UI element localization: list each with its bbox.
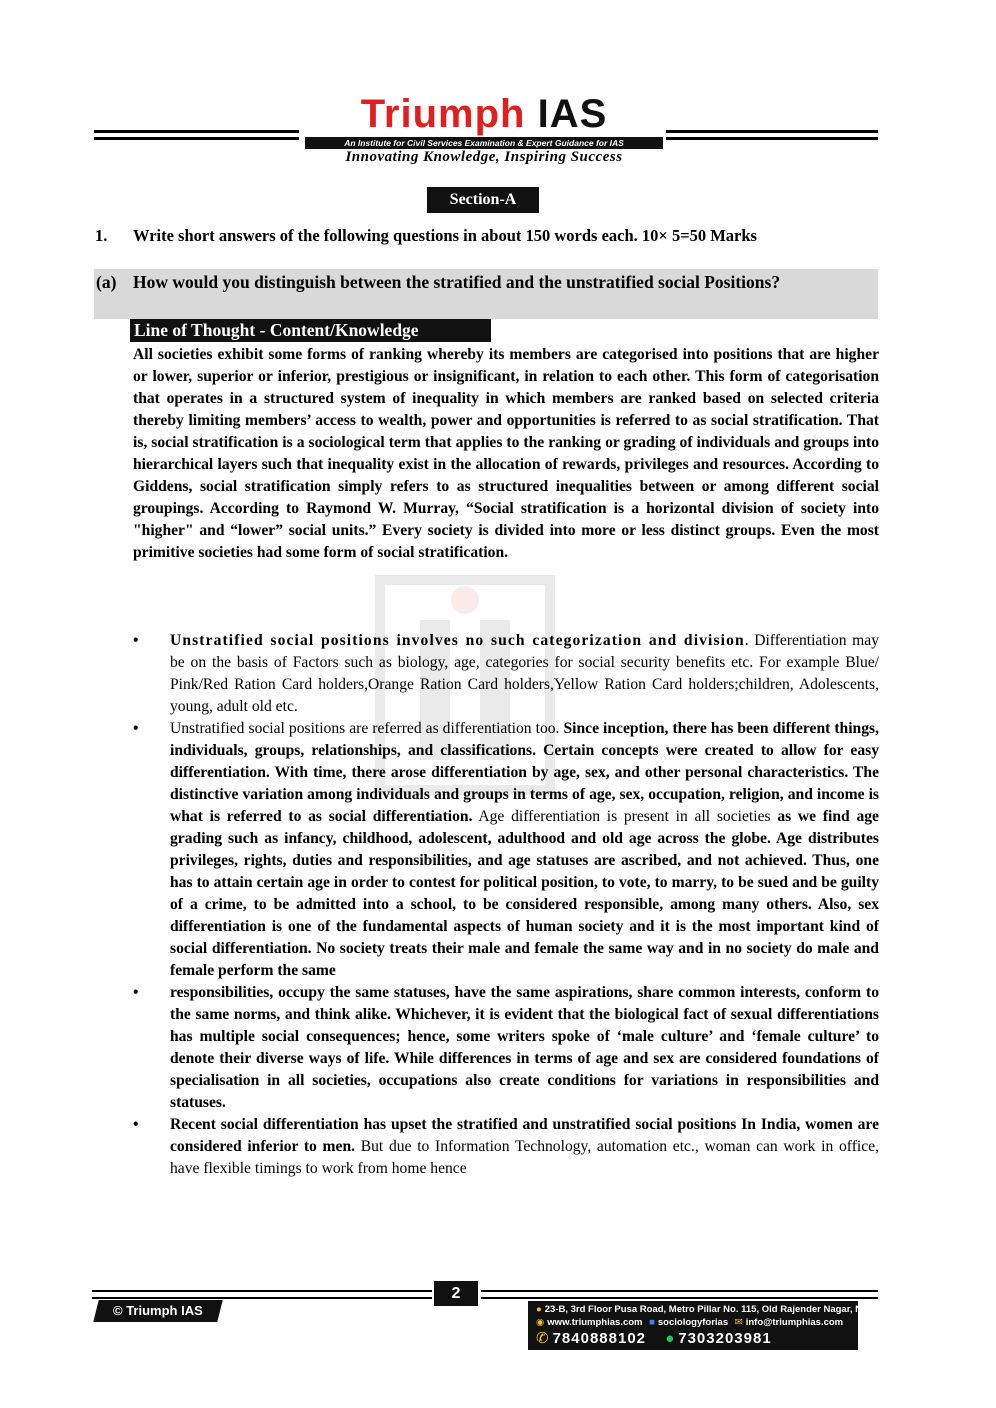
bullet-list xyxy=(133,630,879,1180)
section-label: Section-A xyxy=(427,187,539,213)
phone-number-2[interactable]: 7303203981 xyxy=(678,1330,772,1347)
bullet-icon: • xyxy=(133,984,139,1001)
logo-text-ias: IAS xyxy=(537,92,608,136)
footer-rule xyxy=(481,1290,878,1292)
phone-icon: ✆ xyxy=(536,1330,550,1347)
whatsapp-icon: ● xyxy=(665,1330,676,1347)
brand-tagline: Innovating Knowledge, Inspiring Success xyxy=(345,149,623,165)
copyright-badge xyxy=(93,1300,222,1322)
brand-logo xyxy=(304,92,664,136)
sub-question-label: (a) xyxy=(96,272,117,292)
email-link[interactable]: info@triumphias.com xyxy=(745,1317,844,1328)
bullet-bold-text: Since inception, there has been different things, individuals, groups, relationships, and classifications. Certain concepts were created to allow for easy differentiation. With time, there arose differentiation by age, sex, and other personal characteristics. The distinctive variation among individuals and groups in terms of age, sex, occupation, religion, and income is what is referred to as social differentiation. xyxy=(170,720,879,825)
header-rule-left-bottom xyxy=(94,137,299,140)
question-number: 1. xyxy=(95,226,108,245)
bullet-text: . Differentiation may be on the basis of Factors such as biology, age, categories for social security benefits etc. For example Blue/ Pink/Red Ration Card holders,Orange Ration Card holders,Yellow Ration Card holders;children, Adolescents, young, adult old etc. xyxy=(170,632,880,715)
copyright-text: © Triumph IAS xyxy=(113,1303,203,1318)
facebook-icon: ■ xyxy=(649,1317,655,1328)
page-header xyxy=(0,92,996,172)
footer-rule xyxy=(92,1297,432,1299)
list-item xyxy=(133,982,879,1114)
intro-paragraph: All societies exhibit some forms of ranking whereby its members are categorised into positions that are higher or lower, superior or inferior, prestigious or insignificant, in relation to each other. This form of categorisation that operates in a structured system of inequality in which members are ranked based on selected criteria thereby limiting members’ access to wealth, power and opportunities is referred to as social stratification. That is, social stratification is a sociological term that applies to the ranking or grading of individuals and groups into hierarchical layers such that inequality exist in the allocation of rewards, privileges and resources. According to Giddens, social stratification simply refers to as structured inequalities between or among different social groupings. According to Raymond W. Murray, “Social stratification is a horizontal division of society into "higher" and “lower” social units.” Every society is divided into more or less distinct groups. Even the most primitive societies had some form of social stratification. xyxy=(133,346,879,561)
bullet-bold-text: Recent social differentiation has upset the stratified and unstratified social positions In India, women are considered inferior to men. xyxy=(170,1116,879,1155)
phone-line xyxy=(536,1329,772,1349)
line-of-thought-heading: Line of Thought - Content/Knowledge xyxy=(130,319,491,342)
contact-box xyxy=(528,1301,935,1350)
header-rule-right-top xyxy=(666,130,878,133)
bullet-text: But due to Information Technology, automation etc., woman can work in office, have flexible timings to work from home hence xyxy=(170,1138,879,1177)
footer-rule xyxy=(92,1290,432,1292)
bullet-icon: • xyxy=(133,1116,139,1133)
web-line xyxy=(536,1316,843,1329)
list-item xyxy=(133,630,879,718)
institute-line: An Institute for Civil Services Examination & Expert Guidance for IAS xyxy=(305,137,663,149)
social-handle[interactable]: sociologyforias xyxy=(657,1317,729,1328)
list-item xyxy=(133,718,879,982)
phone-number-1[interactable]: 7840888102 xyxy=(552,1330,647,1347)
header-rule-left-top xyxy=(94,130,299,133)
globe-icon: ◉ xyxy=(536,1317,545,1328)
bullet-text: Age differentiation is present in all societies xyxy=(472,808,778,825)
website-link[interactable]: www.triumphias.com xyxy=(547,1317,643,1328)
list-item xyxy=(133,1114,879,1180)
address-line xyxy=(536,1303,935,1316)
bullet-icon: • xyxy=(133,720,139,737)
bullet-bold-text: as we find age grading such as infancy, childhood, adolescent, adulthood and old age across the globe. Age distributes privileges, rights, duties and responsibilities, and age statuses are ascribed, and not achieved. Thus, one has to attain certain age in order to contest for political position, to vote, to marry, to be sued and be guilty of a crime, to be admitted into a school, to be considered responsible, among many others. Also, sex differentiation is one of the fundamental aspects of human society and it is the most important kind of social differentiation. No society treats their male and female the same way and in no society do male and female perform the same xyxy=(170,808,879,979)
logo-text-triumph: Triumph xyxy=(360,92,526,136)
page-number: 2 xyxy=(434,1281,478,1306)
bullet-icon: • xyxy=(133,632,139,649)
sub-question-text: How would you distinguish between the stratified and the unstratified social Positions? xyxy=(133,272,781,292)
email-icon: ✉ xyxy=(734,1317,743,1328)
bullet-text: Unstratified social positions are referred as differentiation too. xyxy=(170,720,564,737)
bullet-bold-text: Unstratified social positions involves no such categorization and division xyxy=(170,632,745,649)
location-pin-icon: ● xyxy=(536,1304,542,1315)
question-text: Write short answers of the following questions in about 150 words each. 10× 5=50 Marks xyxy=(133,226,757,245)
footer-rule xyxy=(481,1297,878,1299)
sub-question-a xyxy=(94,269,878,319)
bullet-bold-text: responsibilities, occupy the same statuses, have the same aspirations, share common interests, conform to the same norms, and think alike. Whichever, it is evident that the biological fact of sexual differentiations has multiple social consequences; hence, some writers spoke of ‘male culture’ and ‘female culture’ to denote their diverse ways of life. While differences in terms of age and sex are considered foundations of specialisation in all societies, occupations also create conditions for variations in responsibilities and statuses. xyxy=(170,984,879,1111)
address-text: 23-B, 3rd Floor Pusa Road, Metro Pillar No. 115, Old Rajender Nagar, New Delhi-110060 xyxy=(544,1304,935,1315)
header-rule-right-bottom xyxy=(666,137,878,140)
